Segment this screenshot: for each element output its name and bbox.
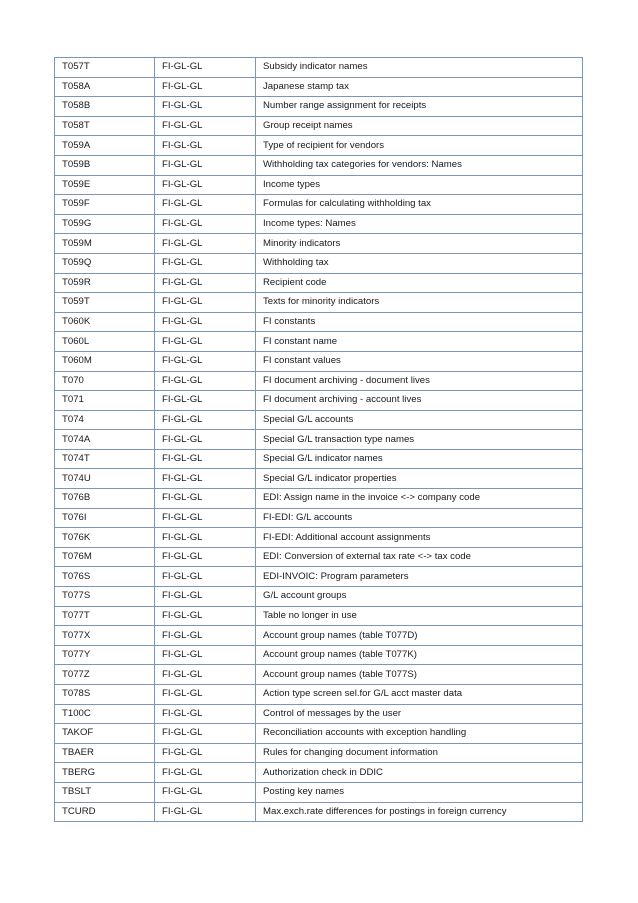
table-name-cell: T058T bbox=[55, 116, 155, 136]
component-cell: FI-GL-GL bbox=[155, 802, 256, 822]
component-cell: FI-GL-GL bbox=[155, 645, 256, 665]
table-row bbox=[55, 175, 583, 195]
table-row bbox=[55, 155, 583, 175]
table-name-cell: T060L bbox=[55, 332, 155, 352]
description-cell: Account group names (table T077S) bbox=[256, 665, 583, 685]
table-name-cell: TBAER bbox=[55, 743, 155, 763]
component-cell: FI-GL-GL bbox=[155, 58, 256, 78]
component-cell: FI-GL-GL bbox=[155, 253, 256, 273]
description-cell: Table no longer in use bbox=[256, 606, 583, 626]
description-cell: G/L account groups bbox=[256, 587, 583, 607]
table-row bbox=[55, 449, 583, 469]
component-cell: FI-GL-GL bbox=[155, 508, 256, 528]
component-cell: FI-GL-GL bbox=[155, 293, 256, 313]
description-cell: Recipient code bbox=[256, 273, 583, 293]
description-cell: Special G/L transaction type names bbox=[256, 430, 583, 450]
table-row bbox=[55, 645, 583, 665]
table-row bbox=[55, 391, 583, 411]
table-name-cell: T058A bbox=[55, 77, 155, 97]
table-row bbox=[55, 782, 583, 802]
table-name-cell: T077X bbox=[55, 626, 155, 646]
table-name-cell: TCURD bbox=[55, 802, 155, 822]
description-cell: FI constant name bbox=[256, 332, 583, 352]
component-cell: FI-GL-GL bbox=[155, 489, 256, 509]
description-cell: Number range assignment for receipts bbox=[256, 97, 583, 117]
description-cell: Withholding tax bbox=[256, 253, 583, 273]
component-cell: FI-GL-GL bbox=[155, 665, 256, 685]
description-cell: FI-EDI: Additional account assignments bbox=[256, 528, 583, 548]
table-name-cell: T059M bbox=[55, 234, 155, 254]
table-row bbox=[55, 469, 583, 489]
component-cell: FI-GL-GL bbox=[155, 528, 256, 548]
table-name-cell: T076K bbox=[55, 528, 155, 548]
table-name-cell: T057T bbox=[55, 58, 155, 78]
component-cell: FI-GL-GL bbox=[155, 391, 256, 411]
description-cell: Withholding tax categories for vendors: Names bbox=[256, 155, 583, 175]
table-row bbox=[55, 410, 583, 430]
table-row bbox=[55, 743, 583, 763]
description-cell: Account group names (table T077K) bbox=[256, 645, 583, 665]
table-row bbox=[55, 312, 583, 332]
table-row bbox=[55, 371, 583, 391]
sap-table-list bbox=[54, 57, 583, 822]
table-row bbox=[55, 430, 583, 450]
component-cell: FI-GL-GL bbox=[155, 116, 256, 136]
table-name-cell: T059R bbox=[55, 273, 155, 293]
table-row bbox=[55, 567, 583, 587]
description-cell: Income types bbox=[256, 175, 583, 195]
component-cell: FI-GL-GL bbox=[155, 136, 256, 156]
component-cell: FI-GL-GL bbox=[155, 449, 256, 469]
table-row bbox=[55, 58, 583, 78]
description-cell: Texts for minority indicators bbox=[256, 293, 583, 313]
component-cell: FI-GL-GL bbox=[155, 430, 256, 450]
table-name-cell: T059F bbox=[55, 195, 155, 215]
description-cell: Action type screen sel.for G/L acct master data bbox=[256, 685, 583, 705]
component-cell: FI-GL-GL bbox=[155, 155, 256, 175]
table-name-cell: T059T bbox=[55, 293, 155, 313]
table-row bbox=[55, 763, 583, 783]
table-name-cell: T076B bbox=[55, 489, 155, 509]
table-row bbox=[55, 136, 583, 156]
component-cell: FI-GL-GL bbox=[155, 351, 256, 371]
table-name-cell: T071 bbox=[55, 391, 155, 411]
description-cell: Income types: Names bbox=[256, 214, 583, 234]
component-cell: FI-GL-GL bbox=[155, 743, 256, 763]
table-name-cell: T060M bbox=[55, 351, 155, 371]
description-cell: Subsidy indicator names bbox=[256, 58, 583, 78]
description-cell: Account group names (table T077D) bbox=[256, 626, 583, 646]
component-cell: FI-GL-GL bbox=[155, 606, 256, 626]
table-row bbox=[55, 273, 583, 293]
table-row bbox=[55, 97, 583, 117]
table-row bbox=[55, 489, 583, 509]
description-cell: Reconciliation accounts with exception handling bbox=[256, 724, 583, 744]
description-cell: Type of recipient for vendors bbox=[256, 136, 583, 156]
component-cell: FI-GL-GL bbox=[155, 332, 256, 352]
table-name-cell: T060K bbox=[55, 312, 155, 332]
description-cell: Authorization check in DDIC bbox=[256, 763, 583, 783]
component-cell: FI-GL-GL bbox=[155, 312, 256, 332]
table-row bbox=[55, 528, 583, 548]
table-row bbox=[55, 253, 583, 273]
table-row bbox=[55, 626, 583, 646]
table-name-cell: T076M bbox=[55, 547, 155, 567]
component-cell: FI-GL-GL bbox=[155, 587, 256, 607]
table-row bbox=[55, 293, 583, 313]
table-name-cell: T074A bbox=[55, 430, 155, 450]
component-cell: FI-GL-GL bbox=[155, 214, 256, 234]
table-name-cell: T077T bbox=[55, 606, 155, 626]
component-cell: FI-GL-GL bbox=[155, 97, 256, 117]
table-name-cell: T077Z bbox=[55, 665, 155, 685]
table-name-cell: T058B bbox=[55, 97, 155, 117]
table-row bbox=[55, 587, 583, 607]
table-row bbox=[55, 685, 583, 705]
table-name-cell: TBSLT bbox=[55, 782, 155, 802]
table-name-cell: T077Y bbox=[55, 645, 155, 665]
description-cell: Rules for changing document information bbox=[256, 743, 583, 763]
table-row bbox=[55, 724, 583, 744]
table-name-cell: T077S bbox=[55, 587, 155, 607]
component-cell: FI-GL-GL bbox=[155, 763, 256, 783]
table-name-cell: T074 bbox=[55, 410, 155, 430]
component-cell: FI-GL-GL bbox=[155, 175, 256, 195]
table-row bbox=[55, 116, 583, 136]
component-cell: FI-GL-GL bbox=[155, 704, 256, 724]
component-cell: FI-GL-GL bbox=[155, 410, 256, 430]
component-cell: FI-GL-GL bbox=[155, 567, 256, 587]
table-name-cell: T070 bbox=[55, 371, 155, 391]
table-row bbox=[55, 77, 583, 97]
description-cell: Formulas for calculating withholding tax bbox=[256, 195, 583, 215]
description-cell: Special G/L indicator names bbox=[256, 449, 583, 469]
table-name-cell: T074U bbox=[55, 469, 155, 489]
component-cell: FI-GL-GL bbox=[155, 685, 256, 705]
table-row bbox=[55, 508, 583, 528]
description-cell: FI document archiving - document lives bbox=[256, 371, 583, 391]
component-cell: FI-GL-GL bbox=[155, 626, 256, 646]
component-cell: FI-GL-GL bbox=[155, 724, 256, 744]
component-cell: FI-GL-GL bbox=[155, 77, 256, 97]
description-cell: Control of messages by the user bbox=[256, 704, 583, 724]
table-row bbox=[55, 351, 583, 371]
component-cell: FI-GL-GL bbox=[155, 371, 256, 391]
description-cell: EDI: Assign name in the invoice <-> company code bbox=[256, 489, 583, 509]
table-body bbox=[55, 58, 583, 822]
component-cell: FI-GL-GL bbox=[155, 195, 256, 215]
table-row bbox=[55, 665, 583, 685]
table-name-cell: T059B bbox=[55, 155, 155, 175]
table-name-cell: T078S bbox=[55, 685, 155, 705]
table-row bbox=[55, 332, 583, 352]
table-row bbox=[55, 195, 583, 215]
component-cell: FI-GL-GL bbox=[155, 547, 256, 567]
component-cell: FI-GL-GL bbox=[155, 234, 256, 254]
description-cell: Special G/L indicator properties bbox=[256, 469, 583, 489]
component-cell: FI-GL-GL bbox=[155, 782, 256, 802]
table-name-cell: T076I bbox=[55, 508, 155, 528]
table-name-cell: T059A bbox=[55, 136, 155, 156]
table-row bbox=[55, 214, 583, 234]
table-row bbox=[55, 802, 583, 822]
description-cell: Group receipt names bbox=[256, 116, 583, 136]
table-row bbox=[55, 704, 583, 724]
component-cell: FI-GL-GL bbox=[155, 469, 256, 489]
description-cell: FI document archiving - account lives bbox=[256, 391, 583, 411]
table-row bbox=[55, 606, 583, 626]
description-cell: EDI: Conversion of external tax rate <-> tax code bbox=[256, 547, 583, 567]
table-row bbox=[55, 234, 583, 254]
table-name-cell: T100C bbox=[55, 704, 155, 724]
description-cell: Special G/L accounts bbox=[256, 410, 583, 430]
table-name-cell: T076S bbox=[55, 567, 155, 587]
component-cell: FI-GL-GL bbox=[155, 273, 256, 293]
description-cell: FI-EDI: G/L accounts bbox=[256, 508, 583, 528]
table-name-cell: T059Q bbox=[55, 253, 155, 273]
table-name-cell: T059E bbox=[55, 175, 155, 195]
table-name-cell: T059G bbox=[55, 214, 155, 234]
table-name-cell: TAKOF bbox=[55, 724, 155, 744]
table-row bbox=[55, 547, 583, 567]
table-name-cell: T074T bbox=[55, 449, 155, 469]
description-cell: Posting key names bbox=[256, 782, 583, 802]
description-cell: FI constants bbox=[256, 312, 583, 332]
description-cell: Japanese stamp tax bbox=[256, 77, 583, 97]
description-cell: Max.exch.rate differences for postings in foreign currency bbox=[256, 802, 583, 822]
description-cell: Minority indicators bbox=[256, 234, 583, 254]
description-cell: EDI-INVOIC: Program parameters bbox=[256, 567, 583, 587]
description-cell: FI constant values bbox=[256, 351, 583, 371]
table-name-cell: TBERG bbox=[55, 763, 155, 783]
